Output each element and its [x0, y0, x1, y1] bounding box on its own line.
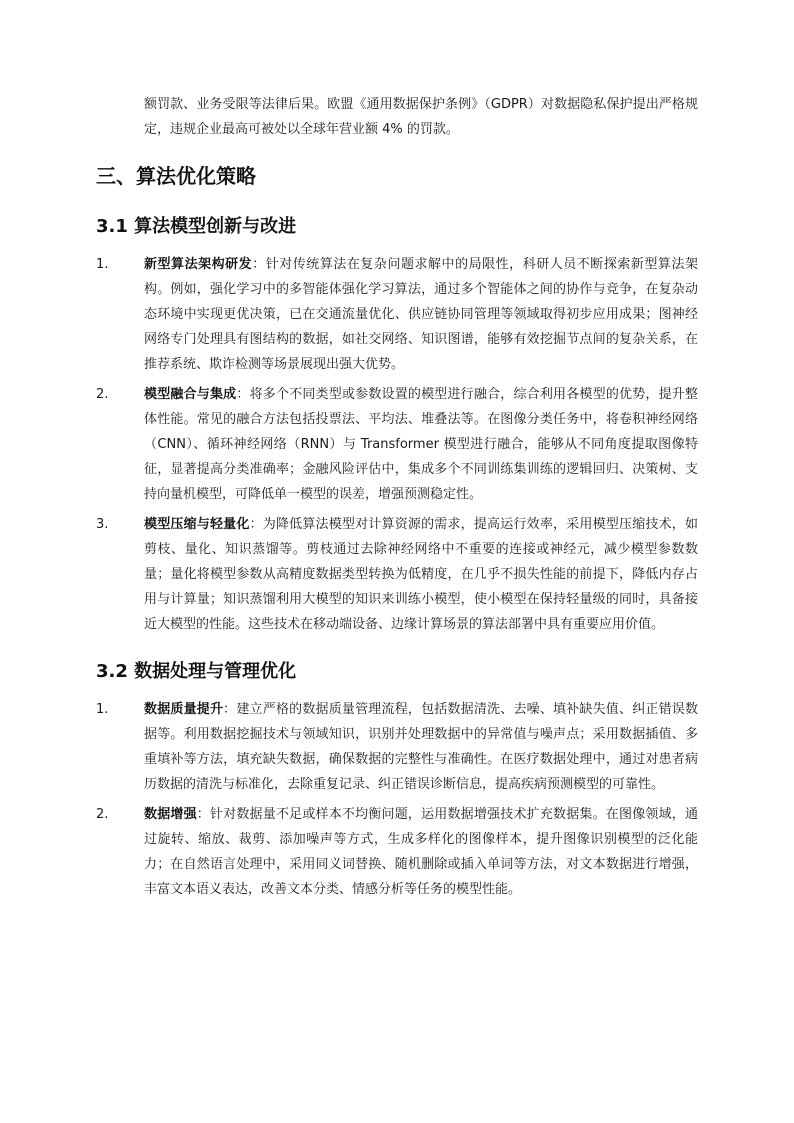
list-item-number: 1. [96, 702, 109, 717]
list-item [96, 382, 698, 507]
list-item-term: 数据增强 [144, 807, 197, 822]
list-item-number: 2. [96, 387, 109, 402]
list-item-text: ：针对传统算法在复杂问题求解中的局限性，科研人员不断探索新型算法架构。例如，强化学习中的多智能体强化学习算法，通过多个智能体之间的协作与竞争，在复杂动态环境中实现更优决策，已在交通流量优化、供应链协同管理等领域取得初步应用成果；图神经网络专门处理具有图结构的数据，如社交网络、知识图谱，能够有效挖掘节点间的复杂关系，在推荐系统、欺诈检测等场景展现出强大优势。 [144, 257, 698, 372]
subsection-title-3-2: 3.2 数据处理与管理优化 [96, 661, 297, 682]
list-item-text: ：为降低算法模型对计算资源的需求，提高运行效率，采用模型压缩技术，如剪枝、量化、知识蒸馏等。剪枝通过去除神经网络中不重要的连接或神经元，减少模型参数数量；量化将模型参数从高精度数据类型转换为低精度，在几乎不损失性能的前提下，降低内存占用与计算量；知识蒸馏利用大模型的知识来训练小模型，使小模型在保持轻量级的同时，具备接近大模型的性能。这些技术在移动端设备、边缘计算场景的算法部署中具有重要应用价值。 [144, 517, 698, 632]
intro-paragraph: 额罚款、业务受限等法律后果。欧盟《通用数据保护条例》（GDPR）对数据隐私保护提出严格规定，违规企业最高可被处以全球年营业额 4% 的罚款。 [144, 97, 698, 137]
list-item [96, 697, 698, 797]
list-item [96, 252, 698, 377]
list-item-text: ：针对数据量不足或样本不均衡问题，运用数据增强技术扩充数据集。在图像领域，通过旋转、缩放、裁剪、添加噪声等方式，生成多样化的图像样本，提升图像识别模型的泛化能力；在自然语言处理中，采用同义词替换、随机删除或插入单词等方法，对文本数据进行增强，丰富文本语义表达，改善文本分类、情感分析等任务的模型性能。 [144, 807, 698, 897]
list-item-term: 模型压缩与轻量化 [144, 517, 250, 532]
list-item-term: 数据质量提升 [144, 702, 224, 717]
list-3-2 [96, 697, 698, 902]
section-title: 三、算法优化策略 [96, 164, 256, 188]
subsection-title-3-1: 3.1 算法模型创新与改进 [96, 216, 297, 237]
list-item-text: ：建立严格的数据质量管理流程，包括数据清洗、去噪、填补缺失值、纠正错误数据等。利用数据挖掘技术与领域知识，识别并处理数据中的异常值与噪声点；采用数据插值、多重填补等方法，填充缺失数据，确保数据的完整性与准确性。在医疗数据处理中，通过对患者病历数据的清洗与标准化，去除重复记录、纠正错误诊断信息，提高疾病预测模型的可靠性。 [144, 702, 698, 792]
list-item-term: 新型算法架构研发 [144, 257, 253, 272]
list-item [96, 512, 698, 637]
list-item-number: 3. [96, 517, 109, 532]
list-item-term: 模型融合与集成 [144, 387, 237, 402]
list-item-text: ：将多个不同类型或参数设置的模型进行融合，综合利用各模型的优势，提升整体性能。常见的融合方法包括投票法、平均法、堆叠法等。在图像分类任务中，将卷积神经网络（CNN）、循环神经网络（RNN）与 Transformer 模型进行融合，能够从不同角度提取图像特征，显著提高分类准确率；金融风险评估中，集成多个不同训练集训练的逻辑回归、决策树、支持向量机模型，可降低单一模型的误差，增强预测稳定性。 [144, 387, 698, 502]
list-item-number: 2. [96, 807, 109, 822]
list-item-number: 1. [96, 257, 109, 272]
list-item [96, 802, 698, 902]
list-3-1 [96, 252, 698, 637]
